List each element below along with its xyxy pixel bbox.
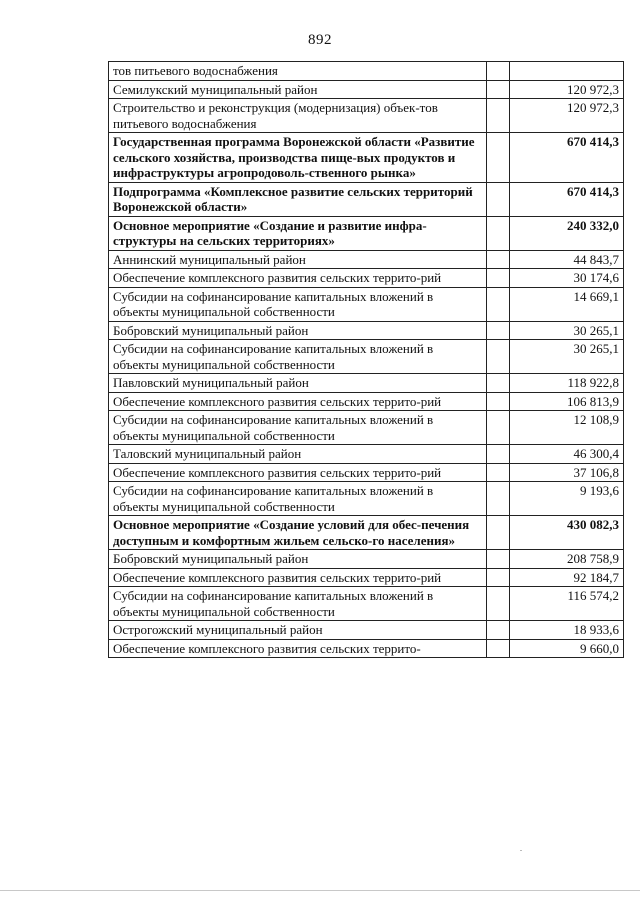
page-number: 892	[308, 32, 332, 48]
row-amount-cell: 44 843,7	[510, 250, 624, 269]
row-name-cell: Строительство и реконструкция (модернизация) объек-тов питьевого водоснабжения	[109, 99, 487, 133]
row-name-cell: Основное мероприятие «Создание условий для обес-печения доступным и комфортным жильем сельско-го населения»	[109, 516, 487, 550]
row-amount-cell: 670 414,3	[510, 133, 624, 183]
table-row	[109, 392, 624, 411]
row-amount-cell: 18 933,6	[510, 621, 624, 640]
table-row	[109, 587, 624, 621]
table-row	[109, 133, 624, 183]
row-amount-cell: 9 193,6	[510, 482, 624, 516]
row-amount-cell: 118 922,8	[510, 374, 624, 393]
table-row	[109, 287, 624, 321]
row-code-cell	[487, 287, 510, 321]
row-name-cell: Обеспечение комплексного развития сельских террито-рий	[109, 463, 487, 482]
row-name-cell: Обеспечение комплексного развития сельских террито-рий	[109, 568, 487, 587]
row-code-cell	[487, 99, 510, 133]
row-amount-cell: 9 660,0	[510, 639, 624, 658]
row-code-cell	[487, 463, 510, 482]
table-row	[109, 321, 624, 340]
row-amount-cell	[510, 62, 624, 81]
row-code-cell	[487, 639, 510, 658]
scan-mark	[520, 850, 522, 851]
row-code-cell	[487, 182, 510, 216]
row-name-cell: Аннинский муниципальный район	[109, 250, 487, 269]
row-code-cell	[487, 250, 510, 269]
table-row	[109, 568, 624, 587]
row-code-cell	[487, 374, 510, 393]
row-name-cell: Таловский муниципальный район	[109, 445, 487, 464]
row-amount-cell: 106 813,9	[510, 392, 624, 411]
row-amount-cell: 120 972,3	[510, 80, 624, 99]
row-code-cell	[487, 321, 510, 340]
row-code-cell	[487, 340, 510, 374]
row-code-cell	[487, 411, 510, 445]
row-name-cell: Семилукский муниципальный район	[109, 80, 487, 99]
row-name-cell: Острогожский муниципальный район	[109, 621, 487, 640]
row-amount-cell: 208 758,9	[510, 550, 624, 569]
row-name-cell: Павловский муниципальный район	[109, 374, 487, 393]
table-row	[109, 445, 624, 464]
row-amount-cell: 30 265,1	[510, 321, 624, 340]
page-bottom-rule	[0, 890, 640, 891]
table-row	[109, 216, 624, 250]
table-row	[109, 80, 624, 99]
row-code-cell	[487, 269, 510, 288]
row-amount-cell: 12 108,9	[510, 411, 624, 445]
row-amount-cell: 30 174,6	[510, 269, 624, 288]
row-name-cell: Субсидии на софинансирование капитальных вложений в объекты муниципальной собственности	[109, 287, 487, 321]
table-row	[109, 516, 624, 550]
table-row	[109, 411, 624, 445]
table-row	[109, 550, 624, 569]
row-name-cell: Бобровский муниципальный район	[109, 550, 487, 569]
row-amount-cell: 670 414,3	[510, 182, 624, 216]
row-code-cell	[487, 62, 510, 81]
row-name-cell: Субсидии на софинансирование капитальных вложений в объекты муниципальной собственности	[109, 411, 487, 445]
row-amount-cell: 30 265,1	[510, 340, 624, 374]
row-name-cell: Обеспечение комплексного развития сельских террито-	[109, 639, 487, 658]
budget-table-body	[109, 62, 624, 658]
row-code-cell	[487, 621, 510, 640]
row-code-cell	[487, 516, 510, 550]
row-amount-cell: 14 669,1	[510, 287, 624, 321]
row-amount-cell: 120 972,3	[510, 99, 624, 133]
table-row	[109, 374, 624, 393]
row-amount-cell: 37 106,8	[510, 463, 624, 482]
row-name-cell: Подпрограмма «Комплексное развитие сельских территорий Воронежской области»	[109, 182, 487, 216]
row-name-cell: Субсидии на софинансирование капитальных вложений в объекты муниципальной собственности	[109, 587, 487, 621]
row-code-cell	[487, 216, 510, 250]
row-amount-cell: 46 300,4	[510, 445, 624, 464]
row-amount-cell: 92 184,7	[510, 568, 624, 587]
row-name-cell: Субсидии на софинансирование капитальных вложений в объекты муниципальной собственности	[109, 340, 487, 374]
table-row	[109, 62, 624, 81]
row-code-cell	[487, 568, 510, 587]
row-code-cell	[487, 550, 510, 569]
row-code-cell	[487, 445, 510, 464]
row-name-cell: Субсидии на софинансирование капитальных вложений в объекты муниципальной собственности	[109, 482, 487, 516]
row-amount-cell: 240 332,0	[510, 216, 624, 250]
table-row	[109, 463, 624, 482]
row-name-cell: Основное мероприятие «Создание и развитие инфра-структуры на сельских территориях»	[109, 216, 487, 250]
row-name-cell: Государственная программа Воронежской области «Развитие сельского хозяйства, производства пище-вых продуктов и инфраструктуры агропродоволь-ственного рынка»	[109, 133, 487, 183]
row-code-cell	[487, 392, 510, 411]
row-name-cell: тов питьевого водоснабжения	[109, 62, 487, 81]
row-name-cell: Обеспечение комплексного развития сельских террито-рий	[109, 269, 487, 288]
row-name-cell: Обеспечение комплексного развития сельских террито-рий	[109, 392, 487, 411]
table-row	[109, 482, 624, 516]
row-name-cell: Бобровский муниципальный район	[109, 321, 487, 340]
table-row	[109, 99, 624, 133]
row-code-cell	[487, 133, 510, 183]
table-row	[109, 269, 624, 288]
table-row	[109, 340, 624, 374]
row-code-cell	[487, 482, 510, 516]
table-row	[109, 639, 624, 658]
row-code-cell	[487, 80, 510, 99]
table-row	[109, 182, 624, 216]
table-row	[109, 621, 624, 640]
budget-table	[108, 61, 624, 658]
row-code-cell	[487, 587, 510, 621]
table-row	[109, 250, 624, 269]
row-amount-cell: 116 574,2	[510, 587, 624, 621]
row-amount-cell: 430 082,3	[510, 516, 624, 550]
